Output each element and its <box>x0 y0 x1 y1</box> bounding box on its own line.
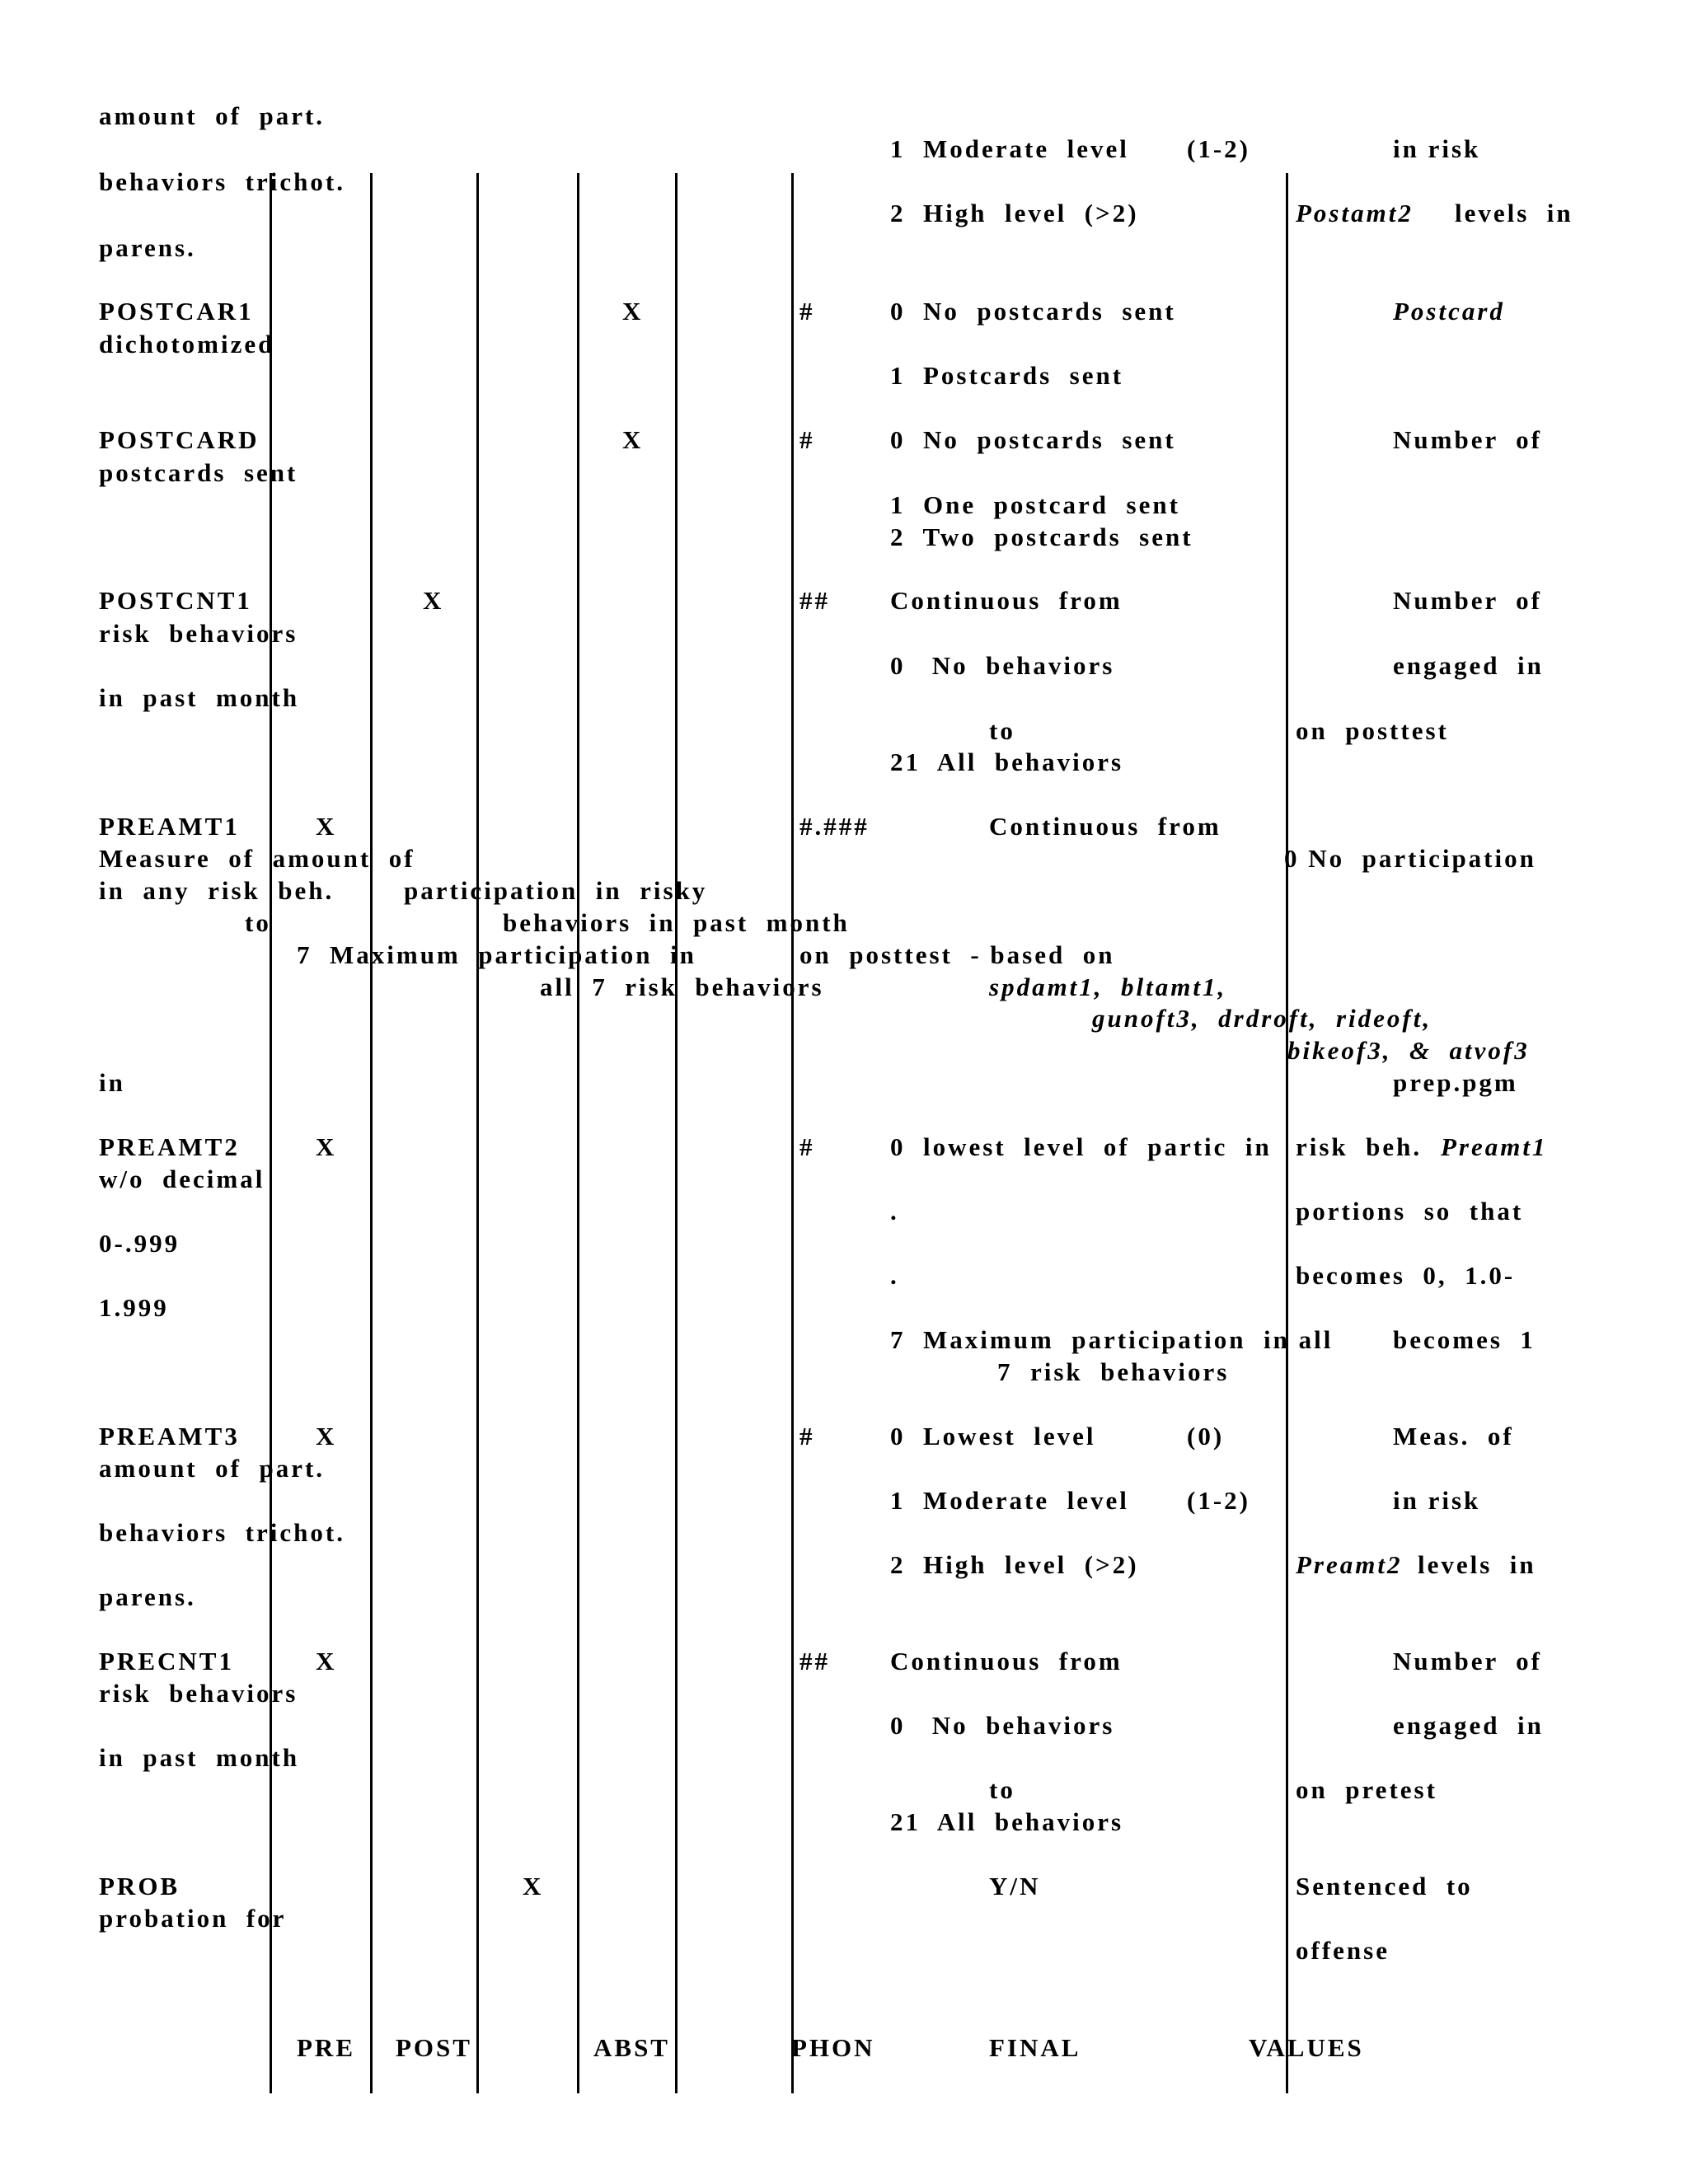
format-text: # <box>799 425 815 454</box>
label-text: 1.999 <box>99 1293 169 1322</box>
mark-x: X <box>316 812 337 841</box>
mark-x: X <box>423 586 444 615</box>
value-text: prep.pgm <box>1393 1068 1518 1097</box>
value-text: to <box>245 908 271 937</box>
value-text: on pretest <box>1296 1775 1437 1804</box>
value-text: . <box>890 1197 899 1226</box>
label-text: amount of part. <box>99 1454 326 1483</box>
value-text: on posttest <box>1296 716 1449 745</box>
label-text: 0-.999 <box>99 1229 181 1258</box>
value-text: Number of <box>1393 425 1542 454</box>
value-text: Postcard <box>1393 297 1505 326</box>
value-text: 1 Moderate level <box>890 134 1129 163</box>
value-text: 0 Lowest level <box>890 1422 1096 1451</box>
value-text: engaged in <box>1393 1711 1544 1740</box>
label-text: risk behaviors <box>99 619 298 648</box>
label-text: Measure of amount of <box>99 844 415 873</box>
value-text: bikeof3, & atvof3 <box>1287 1036 1530 1065</box>
label-text: behaviors trichot. <box>99 167 345 196</box>
mark-x: X <box>316 1132 337 1161</box>
value-text: 0 No behaviors <box>890 651 1115 680</box>
value-text: Postamt2 <box>1296 199 1414 227</box>
value-text: 2 High level (>2) <box>890 199 1139 227</box>
value-text: Continuous from <box>989 812 1221 841</box>
format-text: ## <box>799 586 830 615</box>
mark-x: X <box>316 1647 337 1675</box>
value-text: 0 lowest level of partic in <box>890 1132 1272 1161</box>
value-text: behaviors in past month <box>503 908 850 937</box>
value-text: 0 No postcards sent <box>890 425 1176 454</box>
variable-name: POSTCARD <box>99 425 260 454</box>
value-text: to <box>989 1775 1015 1804</box>
value-text: 7 Maximum participation in <box>297 940 696 969</box>
value-text: engaged in <box>1393 651 1544 680</box>
label-text: postcards sent <box>99 458 298 487</box>
value-text: 7 Maximum participation in all <box>890 1325 1334 1354</box>
value-text: risk beh. <box>1296 1132 1423 1161</box>
column-rule <box>675 173 678 2093</box>
format-text: # <box>799 297 815 326</box>
value-text: gunoft3, drdroft, rideoft, <box>1092 1004 1432 1033</box>
value-text: Preamt2 <box>1296 1550 1403 1579</box>
format-text: # <box>799 1422 815 1451</box>
label-text: probation for <box>99 1904 287 1933</box>
label-text: in any risk beh. <box>99 876 335 905</box>
label-text: parens. <box>99 1582 196 1611</box>
value-text: Number of <box>1393 1647 1542 1675</box>
value-text: Continuous from <box>890 1647 1123 1675</box>
variable-name: POSTCAR1 <box>99 297 254 326</box>
label-text: in past month <box>99 1743 300 1772</box>
column-header-final: FINAL <box>989 2033 1081 2062</box>
value-text: Continuous from <box>890 586 1123 615</box>
value-text: 0 No behaviors <box>890 1711 1115 1740</box>
column-rule <box>476 173 479 2093</box>
value-text: (1-2) <box>1187 1486 1250 1515</box>
column-rule <box>577 173 579 2093</box>
value-text: . <box>890 1261 899 1290</box>
value-text: Meas. of <box>1393 1422 1514 1451</box>
variable-name: PRECNT1 <box>99 1647 234 1675</box>
value-text: spdamt1, bltamt1, <box>989 972 1227 1001</box>
value-text: 1 One postcard sent <box>890 490 1180 519</box>
variable-name: PROB <box>99 1872 181 1900</box>
column-header-post: POST <box>396 2033 472 2062</box>
value-text: becomes 0, 1.0- <box>1296 1261 1516 1290</box>
value-text: 0 No participation <box>1284 844 1536 873</box>
mark-x: X <box>622 297 644 326</box>
value-text: to <box>989 716 1015 745</box>
format-text: # <box>799 1132 815 1161</box>
value-text: offense <box>1296 1936 1390 1965</box>
label-text: behaviors trichot. <box>99 1518 345 1547</box>
value-text: 21 All behaviors <box>890 1807 1124 1836</box>
value-text: portions so that <box>1296 1197 1524 1226</box>
value-text: becomes 1 <box>1393 1325 1536 1354</box>
value-text: (1-2) <box>1187 134 1250 163</box>
value-text: in risk <box>1393 134 1481 163</box>
column-header-abst: ABST <box>593 2033 670 2062</box>
value-text: 21 All behaviors <box>890 748 1124 776</box>
value-text: 2 High level (>2) <box>890 1550 1139 1579</box>
label-text: risk behaviors <box>99 1679 298 1708</box>
label-text: dichotomized <box>99 330 275 359</box>
label-text: parens. <box>99 233 196 262</box>
value-text: in risk <box>1393 1486 1481 1515</box>
value-text: Preamt1 <box>1441 1132 1548 1161</box>
label-text: amount of part. <box>99 101 326 130</box>
value-text: 2 Two postcards sent <box>890 523 1193 551</box>
value-text: Y/N <box>989 1872 1041 1900</box>
column-rule <box>1286 173 1288 2093</box>
mark-x: X <box>622 425 644 454</box>
variable-name: PREAMT2 <box>99 1132 240 1161</box>
variable-name: POSTCNT1 <box>99 586 252 615</box>
mark-x: X <box>523 1872 544 1900</box>
variable-name: PREAMT3 <box>99 1422 240 1451</box>
value-text: Number of <box>1393 586 1542 615</box>
mark-x: X <box>316 1422 337 1451</box>
variable-name: PREAMT1 <box>99 812 240 841</box>
value-text: on posttest - based on <box>799 940 1115 969</box>
value-text: 1 Postcards sent <box>890 361 1124 390</box>
value-text: participation in risky <box>404 876 708 905</box>
value-text: 0 No postcards sent <box>890 297 1176 326</box>
column-rule <box>370 173 373 2093</box>
column-header-values: VALUES <box>1249 2033 1364 2062</box>
column-header-phon: PHON <box>791 2033 875 2062</box>
value-text: Sentenced to <box>1296 1872 1473 1900</box>
column-header-pre: PRE <box>297 2033 355 2062</box>
value-text: all 7 risk behaviors <box>540 972 824 1001</box>
value-text: 7 risk behaviors <box>997 1357 1230 1386</box>
column-rule <box>791 173 794 2093</box>
label-text: in past month <box>99 683 300 712</box>
label-text: w/o decimal <box>99 1165 265 1193</box>
format-text: #.### <box>799 812 870 841</box>
value-text: levels in <box>1455 199 1573 227</box>
value-text: levels in <box>1418 1550 1536 1579</box>
value-text: 1 Moderate level <box>890 1486 1129 1515</box>
format-text: ## <box>799 1647 830 1675</box>
label-text: in <box>99 1068 125 1097</box>
value-text: (0) <box>1187 1422 1225 1451</box>
